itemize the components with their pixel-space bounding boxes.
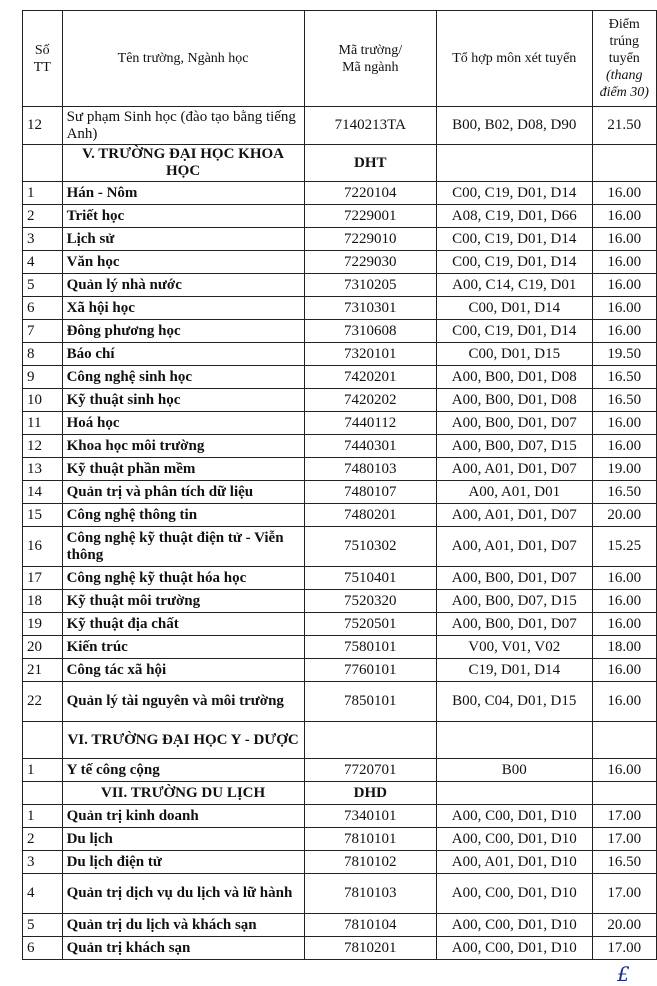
stt-cell: 5 <box>23 274 63 297</box>
major-name: Xã hội học <box>62 297 304 320</box>
combo-cell: A00, A01, D01, D07 <box>437 527 593 567</box>
combo-cell: A00, B00, D01, D08 <box>437 366 593 389</box>
score-cell: 16.00 <box>592 412 656 435</box>
combo-cell <box>437 145 593 182</box>
table-row <box>23 682 657 722</box>
combo-cell: C00, D01, D15 <box>437 343 593 366</box>
header-score-note1: (thang <box>605 68 643 83</box>
score-cell: 16.00 <box>592 682 656 722</box>
major-name: Quản lý tài nguyên và môi trường <box>62 682 304 722</box>
score-cell <box>592 145 656 182</box>
combo-cell: C00, D01, D14 <box>437 297 593 320</box>
header-code-line1: Mã trường/ <box>338 42 403 58</box>
table-body <box>23 107 657 960</box>
stt-cell: 6 <box>23 297 63 320</box>
header-name: Tên trường, Ngành học <box>62 11 304 107</box>
major-code: 7310608 <box>304 320 436 343</box>
major-code: 7310205 <box>304 274 436 297</box>
major-name: Kiến trúc <box>62 636 304 659</box>
table-row <box>23 107 657 145</box>
table-row <box>23 914 657 937</box>
major-name: Quản trị khách sạn <box>62 937 304 960</box>
stt-cell: 3 <box>23 228 63 251</box>
table-row <box>23 874 657 914</box>
combo-cell: A00, B00, D07, D15 <box>437 590 593 613</box>
school-code: DHD <box>304 782 436 805</box>
major-code: 7810201 <box>304 937 436 960</box>
major-code: 7310301 <box>304 297 436 320</box>
combo-cell: A00, C00, D01, D10 <box>437 805 593 828</box>
table-row <box>23 205 657 228</box>
major-name: Triết học <box>62 205 304 228</box>
score-cell: 20.00 <box>592 504 656 527</box>
stt-cell: 4 <box>23 874 63 914</box>
score-cell: 16.50 <box>592 366 656 389</box>
major-code: 7420202 <box>304 389 436 412</box>
combo-cell: A08, C19, D01, D66 <box>437 205 593 228</box>
combo-cell: C00, C19, D01, D14 <box>437 251 593 274</box>
score-cell: 16.00 <box>592 205 656 228</box>
score-cell <box>592 722 656 759</box>
table-row <box>23 636 657 659</box>
score-cell: 19.00 <box>592 458 656 481</box>
major-name: Kỹ thuật địa chất <box>62 613 304 636</box>
major-name: Công nghệ kỹ thuật hóa học <box>62 567 304 590</box>
major-name: Quản trị dịch vụ du lịch và lữ hành <box>62 874 304 914</box>
stt-cell: 10 <box>23 389 63 412</box>
major-name: Hán - Nôm <box>62 182 304 205</box>
combo-cell <box>437 782 593 805</box>
major-code: 7520320 <box>304 590 436 613</box>
header-stt: Số TT <box>23 11 63 107</box>
major-name: Lịch sử <box>62 228 304 251</box>
combo-cell: A00, C00, D01, D10 <box>437 914 593 937</box>
score-cell: 20.00 <box>592 914 656 937</box>
combo-cell: A00, B00, D01, D08 <box>437 389 593 412</box>
stt-cell <box>23 145 63 182</box>
table-row <box>23 590 657 613</box>
combo-cell: A00, B00, D01, D07 <box>437 567 593 590</box>
table-row <box>23 458 657 481</box>
score-cell: 18.00 <box>592 636 656 659</box>
table-row <box>23 297 657 320</box>
combo-cell: A00, B00, D01, D07 <box>437 613 593 636</box>
header-score-line1: Điểm <box>608 17 640 32</box>
stt-cell: 4 <box>23 251 63 274</box>
combo-cell: A00, C00, D01, D10 <box>437 937 593 960</box>
major-code: 7480201 <box>304 504 436 527</box>
stt-cell: 3 <box>23 851 63 874</box>
combo-cell: C19, D01, D14 <box>437 659 593 682</box>
stt-cell: 13 <box>23 458 63 481</box>
table-row <box>23 274 657 297</box>
table-row <box>23 228 657 251</box>
score-cell: 16.00 <box>592 567 656 590</box>
section-row <box>23 782 657 805</box>
major-code: 7850101 <box>304 682 436 722</box>
header-code-line2: Mã ngành <box>342 59 399 75</box>
combo-cell: A00, A01, D01, D07 <box>437 504 593 527</box>
stt-cell: 17 <box>23 567 63 590</box>
combo-cell: B00, C04, D01, D15 <box>437 682 593 722</box>
section-name: VII. TRƯỜNG DU LỊCH <box>62 782 304 805</box>
section-name: VI. TRƯỜNG ĐẠI HỌC Y - DƯỢC <box>62 722 304 759</box>
score-cell: 17.00 <box>592 874 656 914</box>
table-row <box>23 851 657 874</box>
section-row <box>23 722 657 759</box>
score-cell: 17.00 <box>592 828 656 851</box>
stt-cell: 1 <box>23 182 63 205</box>
header-code <box>304 11 436 107</box>
stt-cell: 19 <box>23 613 63 636</box>
school-code <box>304 722 436 759</box>
major-name: Văn học <box>62 251 304 274</box>
major-code: 7810103 <box>304 874 436 914</box>
major-name: Quản lý nhà nước <box>62 274 304 297</box>
major-code: 7440112 <box>304 412 436 435</box>
major-code: 7320101 <box>304 343 436 366</box>
admission-score-sheet <box>22 10 657 960</box>
score-cell: 17.00 <box>592 937 656 960</box>
stt-cell: 2 <box>23 828 63 851</box>
stt-cell: 15 <box>23 504 63 527</box>
header-score <box>592 11 656 107</box>
combo-cell: A00, A01, D01 <box>437 481 593 504</box>
table-row <box>23 412 657 435</box>
combo-cell <box>437 722 593 759</box>
score-cell: 19.50 <box>592 343 656 366</box>
stt-cell: 12 <box>23 107 63 145</box>
stt-cell <box>23 722 63 759</box>
stt-cell: 8 <box>23 343 63 366</box>
combo-cell: B00, B02, D08, D90 <box>437 107 593 145</box>
table-row <box>23 937 657 960</box>
major-name: Kỹ thuật sinh học <box>62 389 304 412</box>
table-row <box>23 343 657 366</box>
score-cell: 16.00 <box>592 320 656 343</box>
stt-cell <box>23 782 63 805</box>
major-code: 7140213TA <box>304 107 436 145</box>
stt-cell: 21 <box>23 659 63 682</box>
major-code: 7810102 <box>304 851 436 874</box>
major-name: Khoa học môi trường <box>62 435 304 458</box>
table-row <box>23 504 657 527</box>
header-combo: Tổ hợp môn xét tuyển <box>437 11 593 107</box>
stt-cell: 1 <box>23 759 63 782</box>
section-row <box>23 145 657 182</box>
combo-cell: A00, B00, D07, D15 <box>437 435 593 458</box>
combo-cell: C00, C19, D01, D14 <box>437 182 593 205</box>
stt-cell: 1 <box>23 805 63 828</box>
stt-cell: 11 <box>23 412 63 435</box>
score-cell: 16.00 <box>592 590 656 613</box>
score-cell: 15.25 <box>592 527 656 567</box>
score-cell: 16.00 <box>592 659 656 682</box>
table-row <box>23 389 657 412</box>
stt-cell: 5 <box>23 914 63 937</box>
score-cell: 17.00 <box>592 805 656 828</box>
major-code: 7510401 <box>304 567 436 590</box>
score-cell: 16.00 <box>592 228 656 251</box>
stt-cell: 14 <box>23 481 63 504</box>
score-cell: 16.00 <box>592 613 656 636</box>
school-code: DHT <box>304 145 436 182</box>
combo-cell: C00, C19, D01, D14 <box>437 228 593 251</box>
score-cell <box>592 782 656 805</box>
major-name: Đông phương học <box>62 320 304 343</box>
table-row <box>23 481 657 504</box>
table-row <box>23 366 657 389</box>
major-name: Quản trị kinh doanh <box>62 805 304 828</box>
stt-cell: 9 <box>23 366 63 389</box>
header-score-note2: điểm 30) <box>599 85 649 100</box>
major-code: 7420201 <box>304 366 436 389</box>
major-name: Quản trị du lịch và khách sạn <box>62 914 304 937</box>
table-header-row <box>23 11 657 107</box>
table-row <box>23 182 657 205</box>
major-name: Báo chí <box>62 343 304 366</box>
major-code: 7340101 <box>304 805 436 828</box>
major-name: Công nghệ thông tin <box>62 504 304 527</box>
table-row <box>23 828 657 851</box>
combo-cell: A00, C00, D01, D10 <box>437 828 593 851</box>
major-code: 7810101 <box>304 828 436 851</box>
major-code: 7720701 <box>304 759 436 782</box>
stt-cell: 16 <box>23 527 63 567</box>
score-cell: 21.50 <box>592 107 656 145</box>
major-name: Công nghệ kỹ thuật điện tử - Viễn thông <box>62 527 304 567</box>
major-name: Công nghệ sinh học <box>62 366 304 389</box>
page-mark: £ <box>617 962 630 986</box>
major-code: 7480107 <box>304 481 436 504</box>
stt-cell: 6 <box>23 937 63 960</box>
combo-cell: C00, C19, D01, D14 <box>437 320 593 343</box>
header-score-line2: trúng <box>609 34 640 49</box>
score-cell: 16.00 <box>592 297 656 320</box>
major-code: 7229030 <box>304 251 436 274</box>
combo-cell: A00, C14, C19, D01 <box>437 274 593 297</box>
score-cell: 16.50 <box>592 851 656 874</box>
major-code: 7229010 <box>304 228 436 251</box>
score-cell: 16.00 <box>592 251 656 274</box>
major-code: 7229001 <box>304 205 436 228</box>
major-name: Sư phạm Sinh học (đào tạo bằng tiếng Anh) <box>62 107 304 145</box>
section-name: V. TRƯỜNG ĐẠI HỌC KHOA HỌC <box>62 145 304 182</box>
table-row <box>23 567 657 590</box>
major-code: 7220104 <box>304 182 436 205</box>
major-code: 7760101 <box>304 659 436 682</box>
table-row <box>23 251 657 274</box>
table-row <box>23 659 657 682</box>
major-code: 7480103 <box>304 458 436 481</box>
table-row <box>23 320 657 343</box>
combo-cell: B00 <box>437 759 593 782</box>
major-name: Công tác xã hội <box>62 659 304 682</box>
major-name: Quản trị và phân tích dữ liệu <box>62 481 304 504</box>
header-score-line3: tuyển <box>608 51 640 66</box>
major-name: Kỹ thuật môi trường <box>62 590 304 613</box>
major-name: Kỹ thuật phần mềm <box>62 458 304 481</box>
combo-cell: A00, B00, D01, D07 <box>437 412 593 435</box>
stt-cell: 12 <box>23 435 63 458</box>
major-code: 7510302 <box>304 527 436 567</box>
table-row <box>23 613 657 636</box>
stt-cell: 22 <box>23 682 63 722</box>
table-row <box>23 759 657 782</box>
major-code: 7810104 <box>304 914 436 937</box>
table-row <box>23 805 657 828</box>
score-cell: 16.00 <box>592 182 656 205</box>
major-code: 7440301 <box>304 435 436 458</box>
table-row <box>23 527 657 567</box>
major-name: Du lịch điện tử <box>62 851 304 874</box>
combo-cell: V00, V01, V02 <box>437 636 593 659</box>
stt-cell: 18 <box>23 590 63 613</box>
score-cell: 16.00 <box>592 274 656 297</box>
score-cell: 16.00 <box>592 435 656 458</box>
score-cell: 16.50 <box>592 481 656 504</box>
stt-cell: 20 <box>23 636 63 659</box>
combo-cell: A00, A01, D01, D10 <box>437 851 593 874</box>
combo-cell: A00, C00, D01, D10 <box>437 874 593 914</box>
score-cell: 16.00 <box>592 759 656 782</box>
stt-cell: 2 <box>23 205 63 228</box>
score-cell: 16.50 <box>592 389 656 412</box>
major-name: Du lịch <box>62 828 304 851</box>
admission-score-table <box>22 10 657 960</box>
major-code: 7580101 <box>304 636 436 659</box>
major-name: Y tế công cộng <box>62 759 304 782</box>
combo-cell: A00, A01, D01, D07 <box>437 458 593 481</box>
table-row <box>23 435 657 458</box>
major-name: Hoá học <box>62 412 304 435</box>
stt-cell: 7 <box>23 320 63 343</box>
major-code: 7520501 <box>304 613 436 636</box>
